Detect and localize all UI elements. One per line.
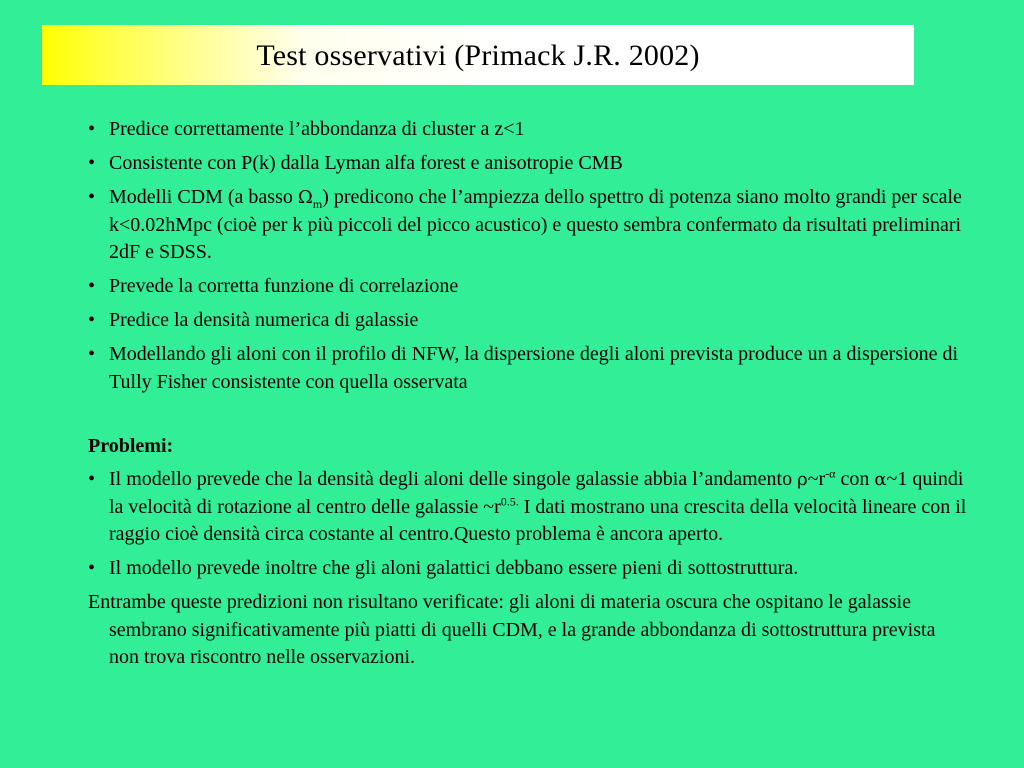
problem-item: [88, 555, 968, 583]
title-box: [42, 25, 914, 85]
problems-heading: Problemi:: [88, 434, 174, 457]
problem-item: [88, 466, 968, 549]
problem-text-part: I dati mostrano una crescita della velocità lineare con il raggio cioè densità circa costante al centro.Questo problema è ancora aperto.: [109, 495, 967, 545]
superscript-exponent: 0.5.: [500, 493, 519, 508]
bullet-text: Consistente con P(k) dalla Lyman alfa forest e anisotropie CMB: [109, 152, 623, 174]
bullet-marker: •: [88, 343, 96, 365]
bullet-text-part: ) predicono che l’ampiezza dello spettro di potenza siano molto grandi per scale k<0.02hMpc (cioè per k più piccoli del picco acustico) e questo sembra confermato da risultati preliminari 2dF e SDSS.: [109, 186, 962, 263]
bullet-marker: •: [88, 557, 96, 579]
bullet-marker: •: [88, 152, 96, 174]
bullet-marker: •: [88, 468, 96, 490]
bullet-item: [88, 341, 968, 396]
bullet-marker: •: [88, 118, 96, 140]
problem-text-part: ~1 quindi la velocità di rotazione al centro delle galassie ~r: [109, 468, 964, 518]
conclusion-paragraph: Entrambe queste predizioni non risultano verificate: gli aloni di materia oscura che ospitano le galassie sembrano significativamente più piatti di quelli CDM, e la grande abbondanza di sottostruttura prevista non trova riscontro nelle osservazioni.: [88, 591, 936, 668]
alpha-symbol: α: [874, 469, 887, 490]
bullet-item: [88, 150, 968, 178]
bullet-text: Modellando gli aloni con il profilo di NFW, la dispersione degli aloni prevista produce un a dispersione di Tully Fisher consistente con quella osservata: [109, 343, 959, 393]
bullet-text-part: Modelli CDM (a basso: [109, 186, 298, 208]
bullet-item: [88, 273, 968, 301]
problem-text-part: con: [835, 468, 875, 490]
superscript-minus-alpha: -α: [825, 466, 836, 481]
slide-content: [88, 116, 968, 672]
problem-text-part: Il modello prevede che la densità degli aloni delle singole galassie abbia l’andamento: [109, 468, 798, 490]
bullet-text: Prevede la corretta funzione di correlazione: [109, 275, 459, 297]
slide-title: Test osservativi (Primack J.R. 2002): [256, 39, 700, 72]
omega-symbol: Ω: [297, 187, 313, 208]
bullet-item: [88, 116, 968, 144]
bullet-marker: •: [88, 186, 96, 208]
rho-symbol: ρ: [797, 469, 808, 490]
bullet-marker: •: [88, 309, 96, 331]
bullet-item: [88, 184, 968, 267]
subscript-m: m: [312, 197, 323, 211]
bullet-text: Predice correttamente l’abbondanza di cluster a z<1: [109, 118, 525, 140]
problem-text: Il modello prevede inoltre che gli aloni galattici debbano essere pieni di sottostruttura.: [109, 557, 799, 579]
problem-text-part: ~r: [807, 468, 826, 490]
bullet-text: Predice la densità numerica di galassie: [109, 309, 419, 331]
bullet-item: [88, 307, 968, 335]
bullet-marker: •: [88, 275, 96, 297]
spacer: [88, 403, 968, 433]
